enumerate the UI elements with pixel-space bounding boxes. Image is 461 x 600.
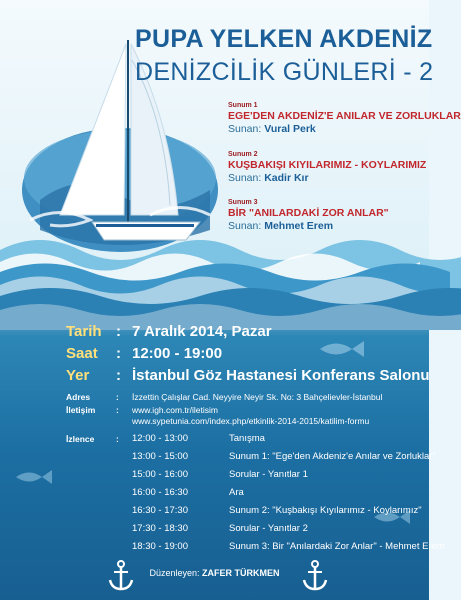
talk-speaker (228, 123, 461, 135)
time-label: Saat (66, 345, 98, 362)
talk-number: Sunum 1 (228, 102, 258, 109)
organizer-line (0, 568, 429, 578)
schedule-time: 15:00 - 16:00 (132, 469, 188, 480)
talk-number: Sunum 3 (228, 199, 258, 206)
poster-subtitle: DENİZCİLİK GÜNLERİ - 2 (135, 58, 434, 86)
speaker-name: Kadir Kır (264, 172, 309, 184)
speaker-name: Mehmet Erem (264, 220, 334, 232)
fish-icon (14, 468, 54, 486)
contact-label: İletişim (66, 405, 96, 415)
talk-title: KUŞBAKIŞI KIYILARIMIZ - KOYLARIMIZ (228, 159, 427, 171)
talk-3 (228, 199, 389, 232)
organizer-label: Düzenleyen: (149, 568, 200, 578)
schedule-desc: Tanışma (229, 433, 265, 444)
speaker-name: Vural Perk (264, 123, 316, 135)
schedule-time: 13:00 - 15:00 (132, 451, 188, 462)
place-value: İstanbul Göz Hastanesi Konferans Salonu (132, 367, 430, 384)
schedule-desc: Sorular - Yanıtlar 2 (229, 523, 308, 534)
place-colon: : (116, 367, 121, 384)
contact-colon: : (116, 405, 119, 415)
talk-speaker (228, 220, 389, 232)
schedule-desc: Sunum 2: "Kuşbakışı Kıyılarımız - Koylarımız" (229, 505, 422, 516)
organizer-name: ZAFER TÜRKMEN (202, 568, 280, 578)
wave-icon (0, 240, 461, 330)
speaker-prefix: Sunan: (228, 123, 262, 135)
speaker-prefix: Sunan: (228, 172, 262, 184)
schedule-time: 16:30 - 17:30 (132, 505, 188, 516)
date-value: 7 Aralık 2014, Pazar (132, 323, 272, 340)
schedule-label: İzlence (66, 434, 95, 444)
schedule-desc: Ara (229, 487, 244, 498)
speaker-prefix: Sunan: (228, 220, 262, 232)
date-label: Tarih (66, 323, 102, 340)
address-colon: : (116, 392, 119, 402)
place-label: Yer (66, 367, 90, 384)
poster-title: PUPA YELKEN AKDENİZ (135, 25, 433, 53)
anchor-icon (108, 560, 134, 592)
time-value: 12:00 - 19:00 (132, 345, 223, 362)
talk-2 (228, 151, 426, 184)
schedule-desc: Sunum 1: "Ege'den Akdeniz'e Anılar ve Zorluklar" (229, 451, 436, 462)
contact-link-1[interactable]: www.igh.com.tr/iletisim (132, 405, 218, 415)
schedule-desc: Sorular - Yanıtlar 1 (229, 469, 308, 480)
talk-speaker (228, 172, 426, 184)
schedule-time: 16:00 - 16:30 (132, 487, 188, 498)
schedule-time: 12:00 - 13:00 (132, 433, 188, 444)
schedule-desc: Sunum 3: Bir "Anılardaki Zor Anlar" - Mehmet Erem (229, 541, 445, 552)
talk-title: EGE'DEN AKDENİZ'E ANILAR VE ZORLUKLAR (228, 110, 461, 122)
anchor-icon (302, 560, 328, 592)
schedule-time: 17:30 - 18:30 (132, 523, 188, 534)
fish-icon (318, 338, 366, 360)
date-colon: : (116, 323, 121, 340)
time-colon: : (116, 345, 121, 362)
talk-1 (228, 102, 461, 135)
schedule-time: 18:30 - 19:00 (132, 541, 188, 552)
contact-link-2[interactable]: www.sypetunia.com/index.php/etkinlik-2014-2015/katilim-formu (132, 416, 370, 426)
talk-title: BİR "ANILARDAKİ ZOR ANLAR" (228, 207, 389, 219)
address-value: İzzettin Çalışlar Cad. Neyyire Neyir Sk. No: 3 Bahçelievler-İstanbul (132, 392, 383, 402)
schedule-colon: : (116, 434, 119, 444)
talk-number: Sunum 2 (228, 151, 258, 158)
address-label: Adres (66, 392, 91, 402)
